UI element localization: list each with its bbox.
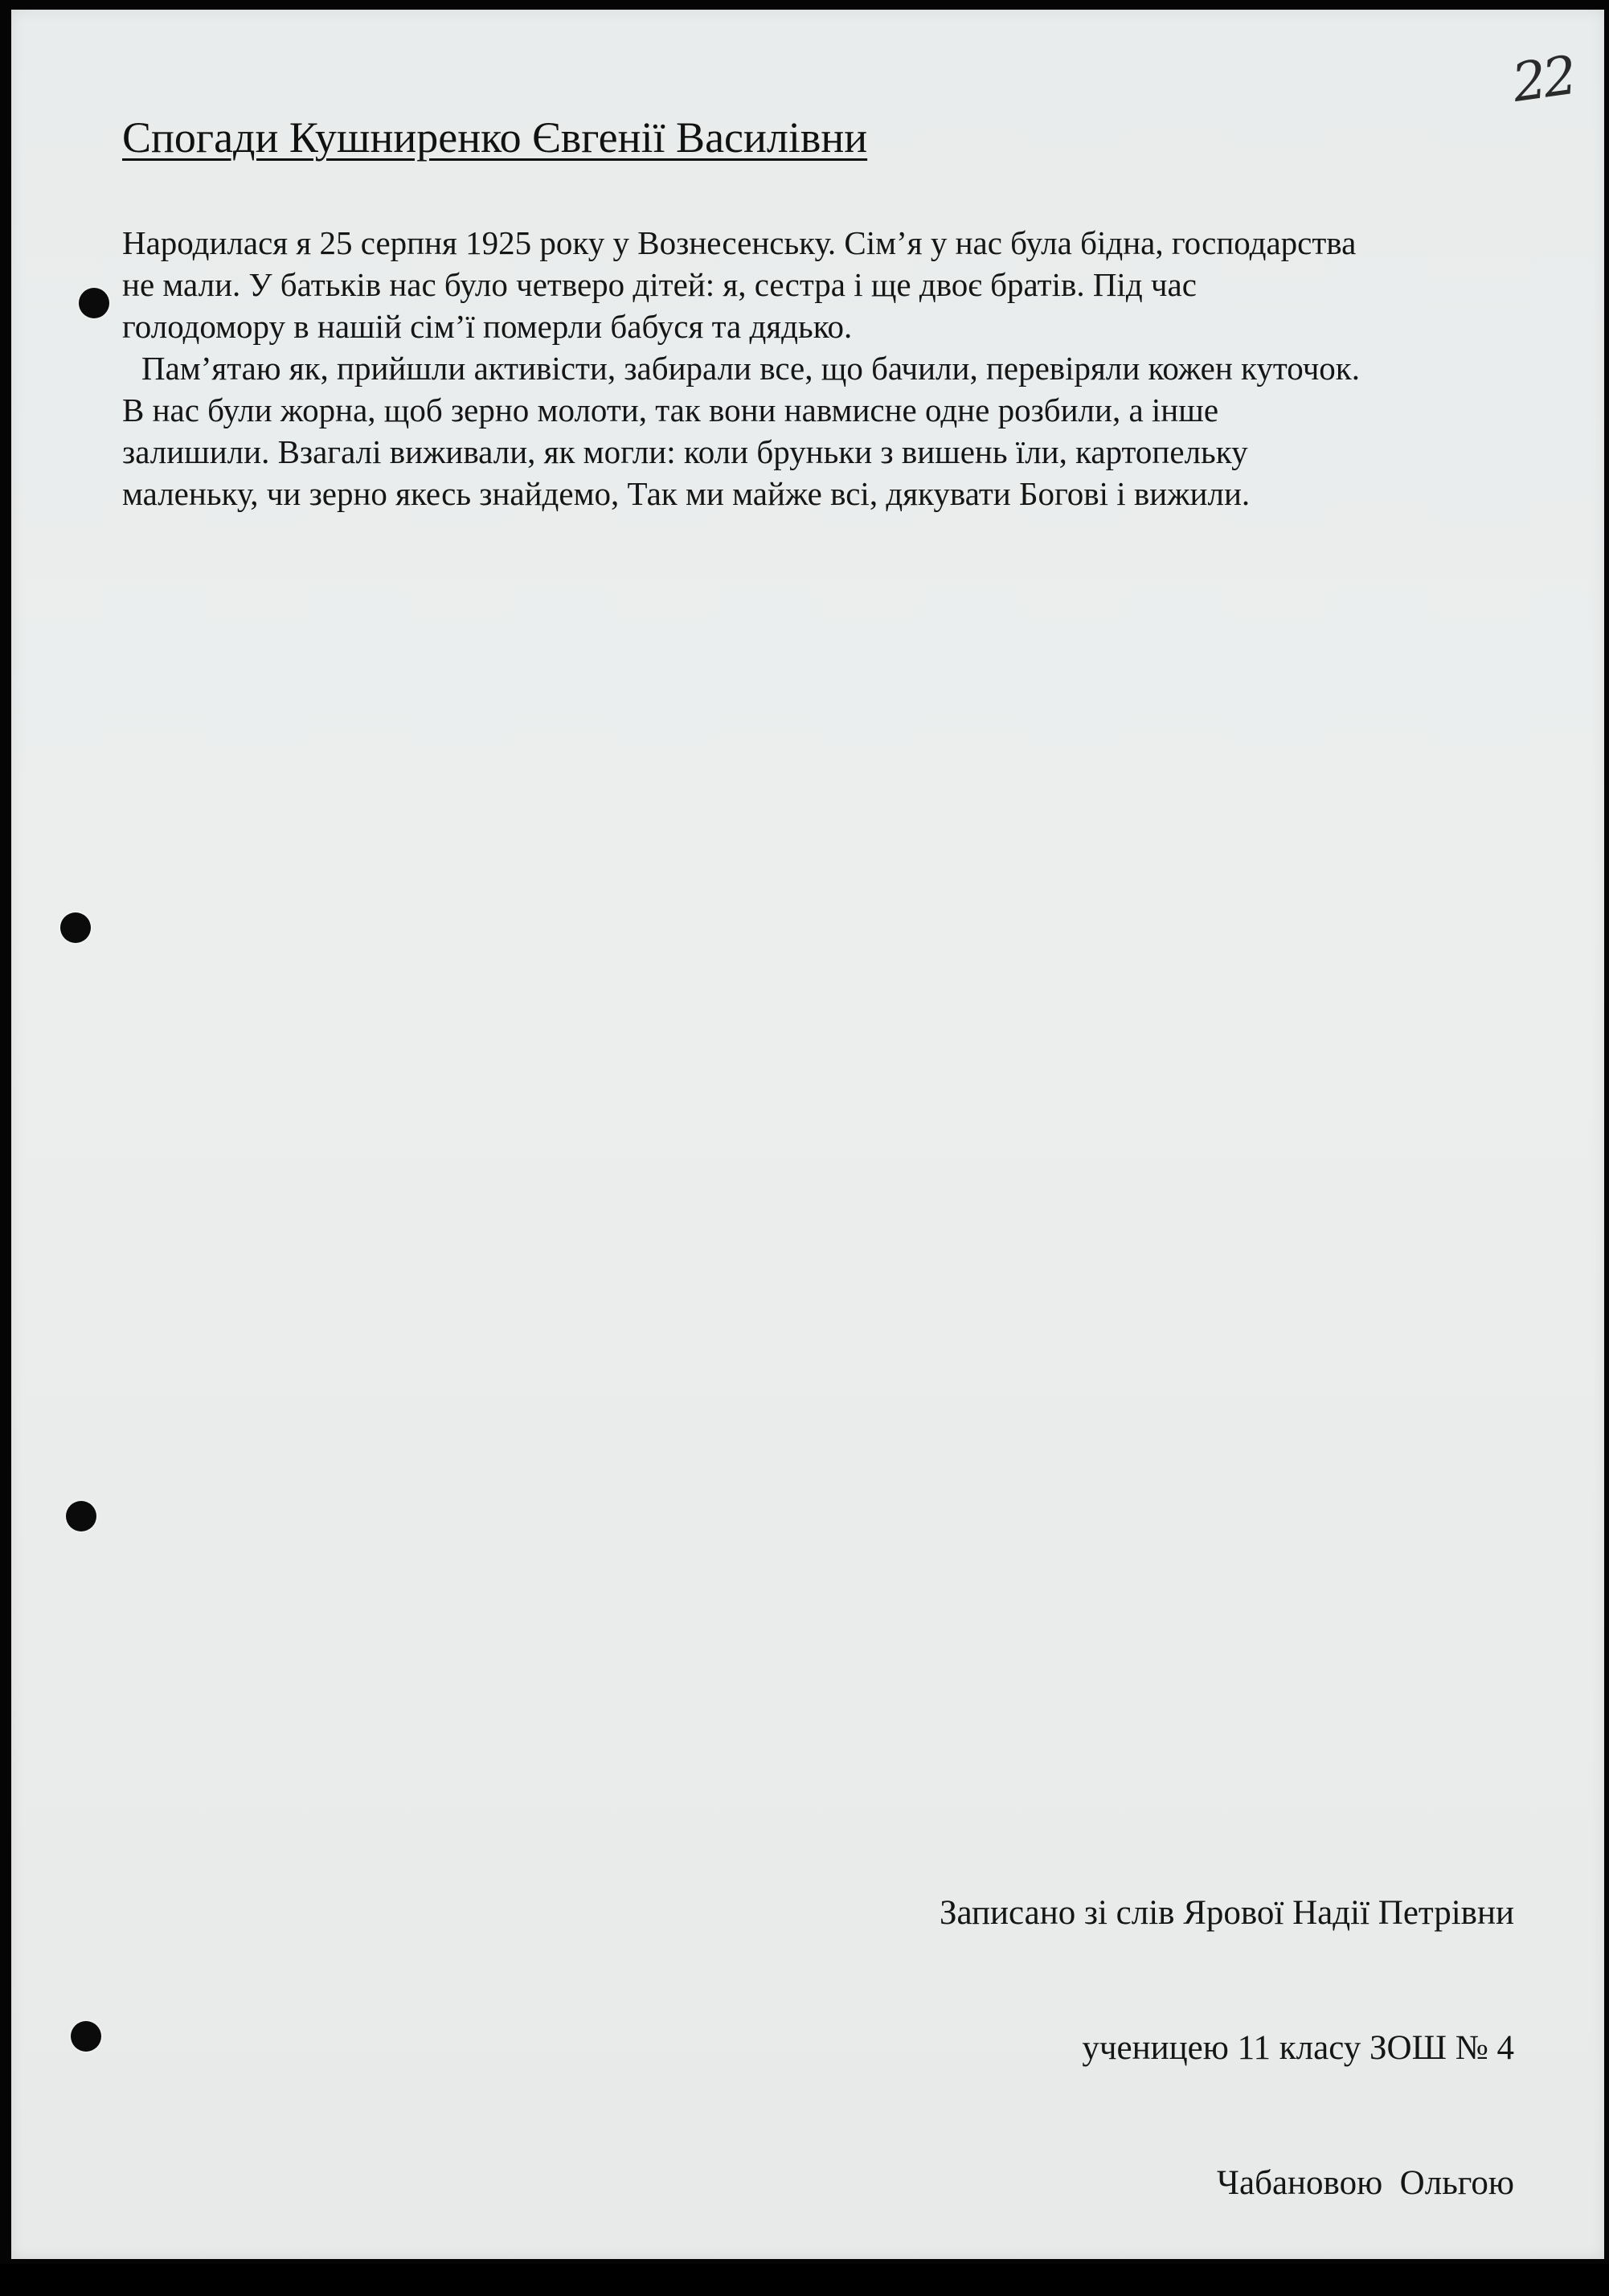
signature-block [940,1801,1514,2296]
text-line: маленьку, чи зерно якесь знайдемо, Так ми майже всі, дякувати Богові і вижили. [122,475,1251,512]
document-page [11,10,1604,2259]
text-line: Народилася я 25 серпня 1925 року у Вознесенську. Сім’я у нас була бідна, господарства [122,224,1357,261]
paragraph-2 [122,347,1537,515]
text-line: не мали. У батьків нас було четверо дітей: я, сестра і ще двоє братів. Під час [122,266,1197,303]
text-line: залишили. Взагалі виживали, як могли: коли бруньки з вишень їли, картопельку [122,433,1248,470]
text-line: Пам’ятаю як, прийшли активісти, забирали все, що бачили, перевіряли кожен куточок. [141,350,1360,387]
punch-hole-icon [79,288,109,318]
punch-hole-icon [66,1501,96,1531]
signature-line-student: ученицею 11 класу ЗОШ № 4 [1082,2029,1514,2067]
punch-hole-icon [60,912,91,943]
text-line: В нас були жорна, щоб зерно молоти, так вони навмисне одне розбили, а інше [122,392,1219,428]
signature-line-recorded-from: Записано зі слів Ярової Надії Петрівни [939,1894,1514,1932]
signature-line-name: Чабановою Ольгою [1217,2164,1514,2202]
paragraph-1 [122,222,1537,347]
document-title: Спогади Кушниренко Євгенії Василівни [122,113,868,162]
punch-hole-icon [71,2021,101,2052]
text-line: голодомору в нашій сім’ї померли бабуся та дядько. [122,308,853,345]
document-body [122,222,1537,515]
handwritten-page-number: 22 [1509,44,1578,114]
